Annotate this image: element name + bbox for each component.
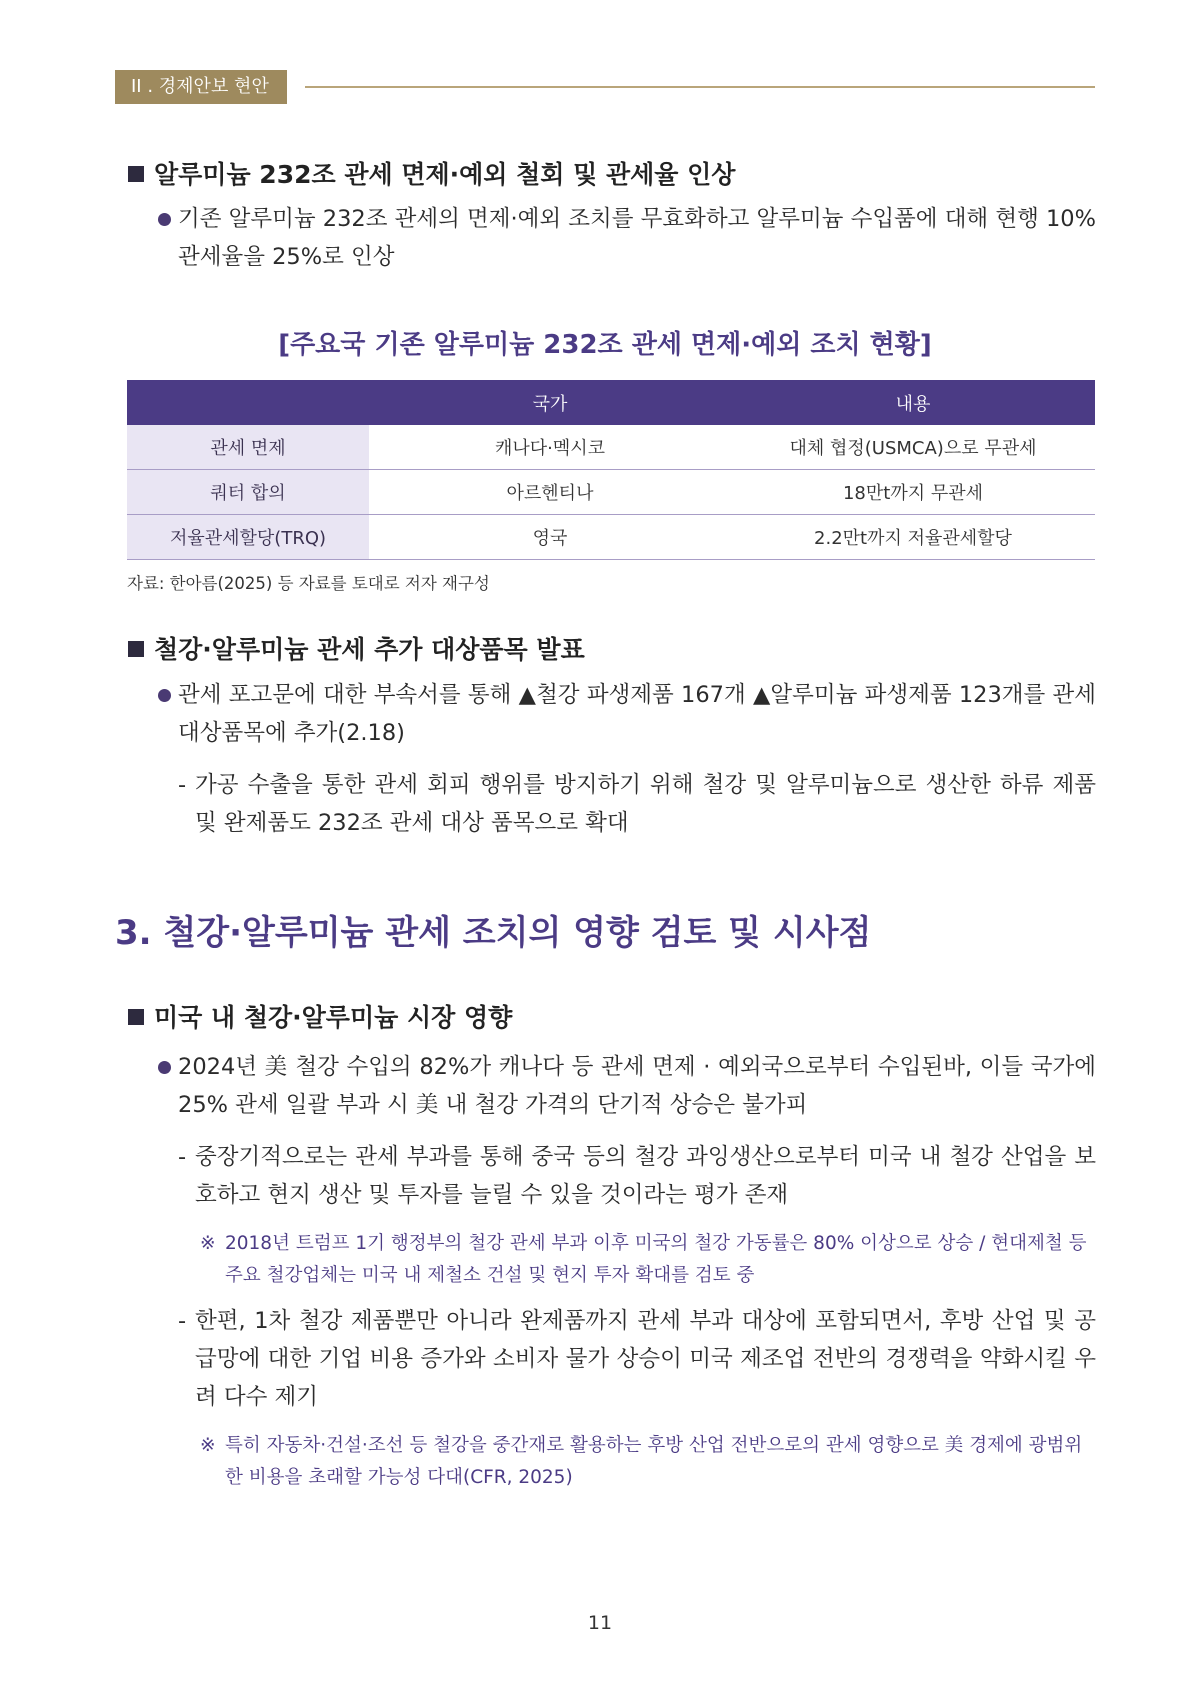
table-cell: 18만t까지 무관세 xyxy=(731,470,1095,515)
chapter-tag: II . 경제안보 현안 xyxy=(115,70,287,104)
table-header-cell xyxy=(127,380,369,425)
section-heading: 알루미늄 232조 관세 면제·예외 철회 및 관세율 인상 xyxy=(128,155,735,191)
note-marker: ※ xyxy=(200,1435,216,1456)
table-cell: 영국 xyxy=(369,515,731,560)
note-paragraph: ※ 특히 자동차·건설·조선 등 철강을 중간재로 활용하는 후방 산업 전반으로의 관세 영향으로 美 경제에 광범위한 비용을 초래할 가능성 다대(CFR, 2025) xyxy=(200,1430,1096,1494)
dash-paragraph: - 한편, 1차 철강 제품뿐만 아니라 완제품까지 관세 부과 대상에 포함되면서, 후방 산업 및 공급망에 대한 기업 비용 증가와 소비자 물가 상승이 미국 제조업 전반의 경쟁력을 약화시킬 우려 다수 제기 xyxy=(178,1302,1096,1416)
chapter-heading: 3. 철강·알루미늄 관세 조치의 영향 검토 및 시사점 xyxy=(115,913,872,953)
dash-marker: - xyxy=(178,1144,187,1170)
circle-bullet-icon xyxy=(158,689,171,702)
table-row xyxy=(127,515,1095,560)
dash-paragraph: - 중장기적으로는 관세 부과를 통해 중국 등의 철강 과잉생산으로부터 미국 내 철강 산업을 보호하고 현지 생산 및 투자를 늘릴 수 있을 것이라는 평가 존재 xyxy=(178,1138,1096,1214)
row-header-cell: 쿼터 합의 xyxy=(127,470,369,515)
table-cell: 아르헨티나 xyxy=(369,470,731,515)
dash-marker: - xyxy=(178,772,187,798)
dash-paragraph: - 가공 수출을 통한 관세 회피 행위를 방지하기 위해 철강 및 알루미늄으로 생산한 하류 제품 및 완제품도 232조 관세 대상 품목으로 확대 xyxy=(178,766,1096,842)
table-row xyxy=(127,470,1095,515)
circle-bullet-icon xyxy=(158,213,171,226)
running-header xyxy=(115,70,1095,104)
row-header-cell: 관세 면제 xyxy=(127,425,369,470)
table-source: 자료: 한아름(2025) 등 자료를 토대로 저자 재구성 xyxy=(127,574,490,593)
square-bullet-icon xyxy=(128,1009,144,1025)
section-heading: 미국 내 철강·알루미늄 시장 영향 xyxy=(128,998,512,1034)
bullet-paragraph: 2024년 美 철강 수입의 82%가 캐나다 등 관세 면제 · 예외국으로부터 수입된바, 이들 국가에 25% 관세 일괄 부과 시 美 내 철강 가격의 단기적 상승은 불가피 xyxy=(158,1048,1096,1124)
table-header-cell: 국가 xyxy=(369,380,731,425)
page-number: 11 xyxy=(587,1612,613,1634)
table-title: [주요국 기존 알루미늄 232조 관세 면제·예외 조치 현황] xyxy=(278,330,932,360)
table-cell: 2.2만t까지 저율관세할당 xyxy=(731,515,1095,560)
square-bullet-icon xyxy=(128,166,144,182)
header-rule xyxy=(305,86,1095,88)
bullet-paragraph: 기존 알루미늄 232조 관세의 면제·예외 조치를 무효화하고 알루미늄 수입품에 대해 현행 10% 관세율을 25%로 인상 xyxy=(158,200,1096,276)
section-heading: 철강·알루미늄 관세 추가 대상품목 발표 xyxy=(128,630,585,666)
bullet-paragraph: 관세 포고문에 대한 부속서를 통해 ▲철강 파생제품 167개 ▲알루미늄 파생제품 123개를 관세 대상품목에 추가(2.18) xyxy=(158,676,1096,752)
table-header-cell: 내용 xyxy=(731,380,1095,425)
table-row xyxy=(127,425,1095,470)
note-marker: ※ xyxy=(200,1233,216,1254)
note-paragraph: ※ 2018년 트럼프 1기 행정부의 철강 관세 부과 이후 미국의 철강 가동률은 80% 이상으로 상승 / 현대제철 등 주요 철강업체는 미국 내 제철소 건설 및 현지 투자 확대를 검토 중 xyxy=(200,1228,1096,1292)
dash-marker: - xyxy=(178,1308,187,1334)
row-header-cell: 저율관세할당(TRQ) xyxy=(127,515,369,560)
table-cell: 대체 협정(USMCA)으로 무관세 xyxy=(731,425,1095,470)
circle-bullet-icon xyxy=(158,1061,171,1074)
table-header-row xyxy=(127,380,1095,425)
square-bullet-icon xyxy=(128,641,144,657)
table-cell: 캐나다·멕시코 xyxy=(369,425,731,470)
exemption-table xyxy=(127,380,1095,560)
